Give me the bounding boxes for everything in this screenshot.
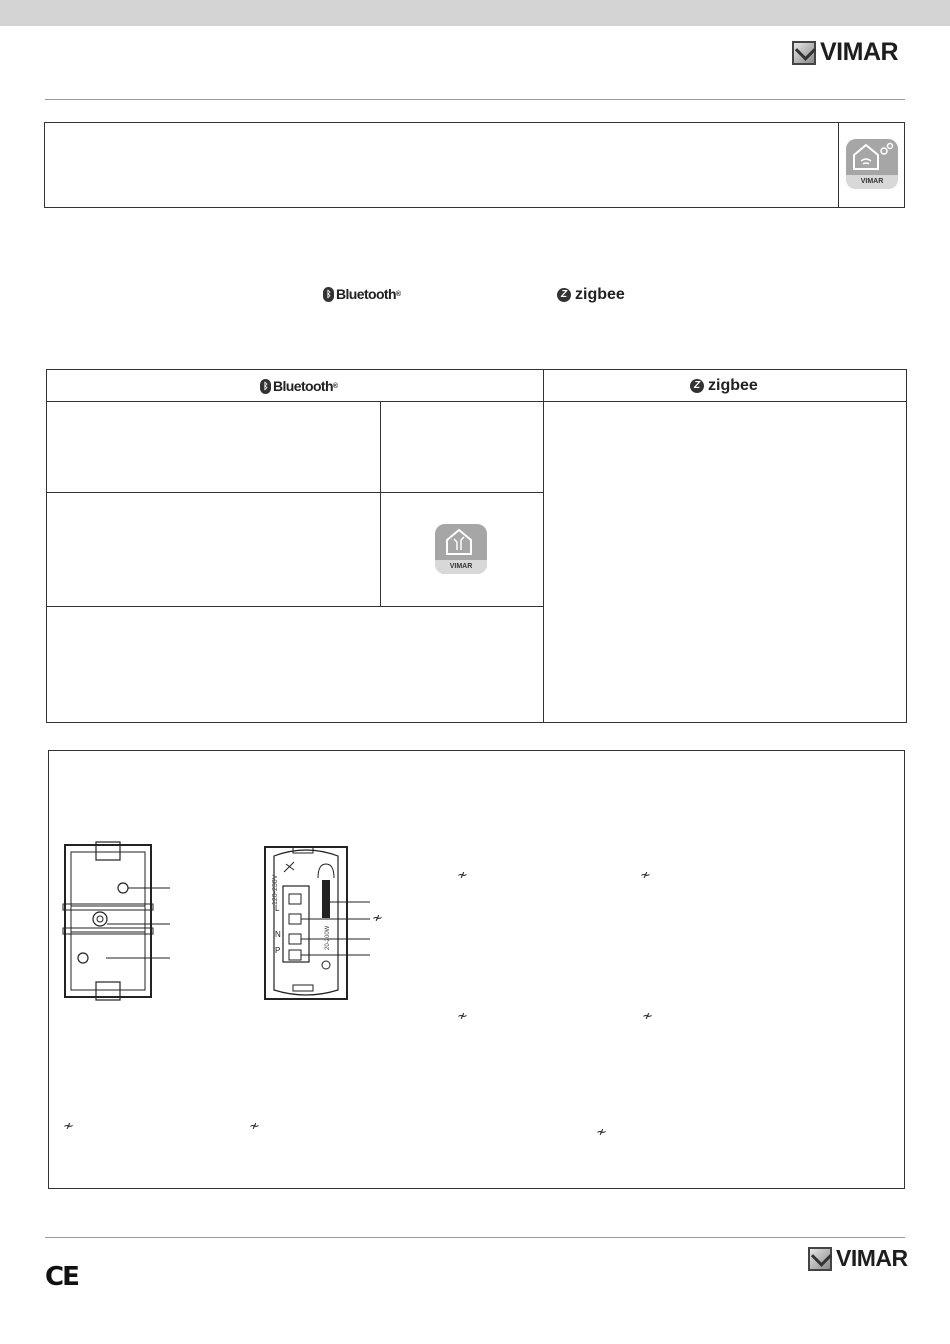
load-symbol-4: ≁ — [642, 1008, 653, 1023]
table-row-rule-2 — [46, 606, 543, 607]
table-header-zigbee-label: zigbee — [708, 377, 758, 394]
device-rating: 20-200W — [325, 925, 331, 950]
zigbee-label: zigbee — [575, 286, 625, 303]
table-header-rule — [46, 401, 907, 402]
load-symbol-3: ≁ — [457, 1008, 468, 1023]
header-logo — [792, 38, 898, 67]
terminal-p: P — [275, 946, 281, 955]
zigbee-icon: Z — [557, 288, 571, 302]
bluetooth-icon: ᛒ — [260, 379, 271, 394]
header-brand: VIMAR — [820, 38, 899, 66]
terminal-l: L — [275, 904, 280, 913]
header-rule — [45, 99, 905, 100]
load-symbol-1: ≁ — [457, 867, 468, 882]
bluetooth-logo: ᛒ Bluetooth ® — [323, 286, 400, 302]
app-view-icon — [435, 524, 487, 574]
vimar-logo-icon — [808, 1247, 832, 1271]
load-symbol-rear: ≁ — [372, 910, 383, 925]
bluetooth-icon: ᛒ — [323, 287, 334, 302]
table-header-bluetooth-label: Bluetooth — [273, 378, 333, 394]
table-header-bluetooth: ᛒ Bluetooth ® — [260, 378, 337, 394]
load-symbol-2: ≁ — [640, 867, 651, 882]
load-symbol-7: ≁ — [596, 1124, 607, 1139]
footer-rule — [45, 1237, 905, 1238]
app-icon-label: VIMAR — [846, 175, 898, 189]
app-icon-label-2: VIMAR — [435, 560, 487, 574]
zigbee-icon: Z — [690, 379, 704, 393]
vimar-logo-icon — [792, 41, 816, 65]
footer-brand: VIMAR — [836, 1245, 908, 1271]
terminal-n: N — [275, 930, 281, 939]
top-bar — [0, 0, 950, 26]
bluetooth-label: Bluetooth — [336, 286, 396, 302]
device-rear-diagram — [262, 842, 384, 1002]
device-front-diagram — [60, 840, 180, 1002]
app-settings-icon — [846, 139, 898, 189]
footer-logo — [808, 1245, 908, 1272]
table-col-divider — [543, 369, 544, 723]
ce-mark: CE — [45, 1262, 78, 1292]
title-box-divider — [838, 122, 839, 208]
terminal-voltage: 120-230V — [272, 874, 279, 905]
load-symbol-5: ≁ — [63, 1118, 74, 1133]
table-header-zigbee — [690, 377, 758, 395]
table-inner-divider — [380, 401, 381, 606]
zigbee-logo — [557, 286, 625, 304]
title-box — [44, 122, 905, 208]
load-symbol-6: ≁ — [249, 1118, 260, 1133]
table-row-rule-1 — [46, 492, 543, 493]
